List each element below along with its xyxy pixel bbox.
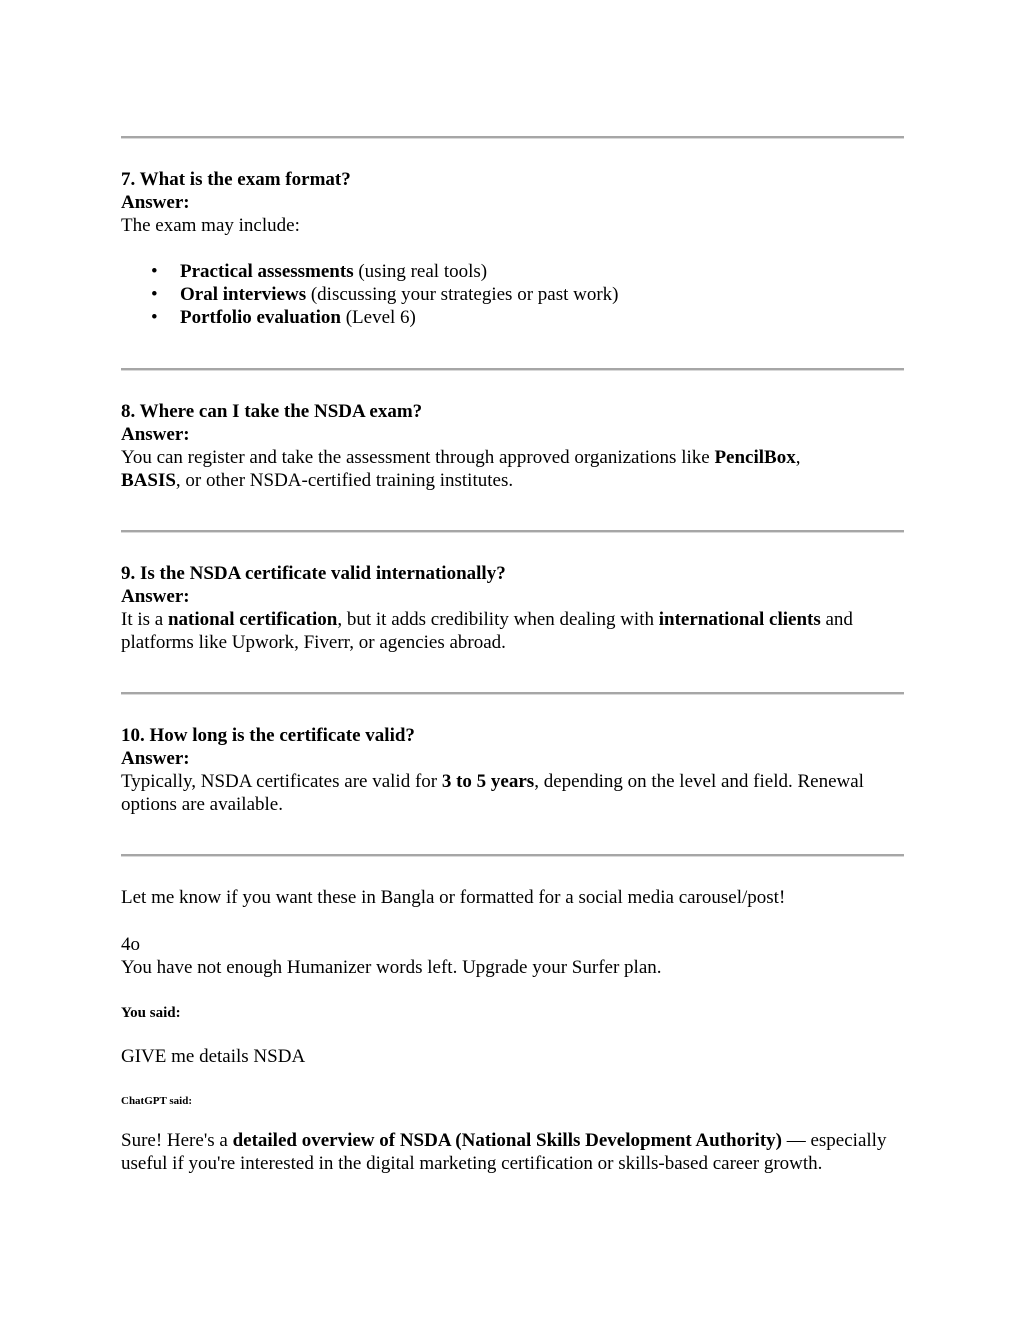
answer-label: Answer:	[121, 192, 190, 213]
faq-item-8	[121, 400, 904, 492]
humanizer-notice: You have not enough Humanizer words left. Upgrade your Surfer plan.	[121, 957, 662, 978]
closing-message: Let me know if you want these in Bangla or formatted for a social media carousel/post!	[121, 887, 786, 908]
question-heading: 8. Where can I take the NSDA exam?	[121, 401, 423, 422]
list-item: • Practical assessments (using real tools)	[121, 260, 904, 283]
faq-item-10	[121, 724, 904, 816]
divider	[121, 136, 904, 139]
answer-text: You can register and take the assessment through approved organizations like PencilBox, BASIS, or other NSDA-certified training institutes.	[121, 447, 801, 491]
chatgpt-said-label: ChatGPT said:	[121, 1095, 193, 1107]
divider	[121, 368, 904, 371]
divider	[121, 692, 904, 695]
answer-label: Answer:	[121, 586, 190, 607]
you-said-label: You said:	[121, 1005, 181, 1021]
assistant-reply: Sure! Here's a detailed overview of NSDA (National Skills Development Authority) — especially useful if you're interested in the digital marketing certification or skills-based career growth.	[121, 1130, 887, 1174]
answer-label: Answer:	[121, 748, 190, 769]
list-item: • Portfolio evaluation (Level 6)	[121, 306, 904, 329]
answer-intro: The exam may include:	[121, 215, 300, 236]
question-heading: 7. What is the exam format?	[121, 169, 351, 190]
question-heading: 10. How long is the certificate valid?	[121, 725, 415, 746]
exam-format-list	[121, 260, 904, 329]
question-heading: 9. Is the NSDA certificate valid internationally?	[121, 563, 506, 584]
divider	[121, 854, 904, 857]
divider	[121, 530, 904, 533]
answer-text: Typically, NSDA certificates are valid for 3 to 5 years, depending on the level and field. Renewal options are available.	[121, 771, 864, 815]
answer-label: Answer:	[121, 424, 190, 445]
faq-item-7	[121, 168, 904, 329]
user-message: GIVE me details NSDA	[121, 1046, 306, 1067]
answer-text: It is a national certification, but it adds credibility when dealing with international clients and platforms like Upwork, Fiverr, or agencies abroad.	[121, 609, 853, 653]
list-item: • Oral interviews (discussing your strategies or past work)	[121, 283, 904, 306]
model-label: 4o	[121, 934, 140, 955]
faq-item-9	[121, 562, 904, 654]
